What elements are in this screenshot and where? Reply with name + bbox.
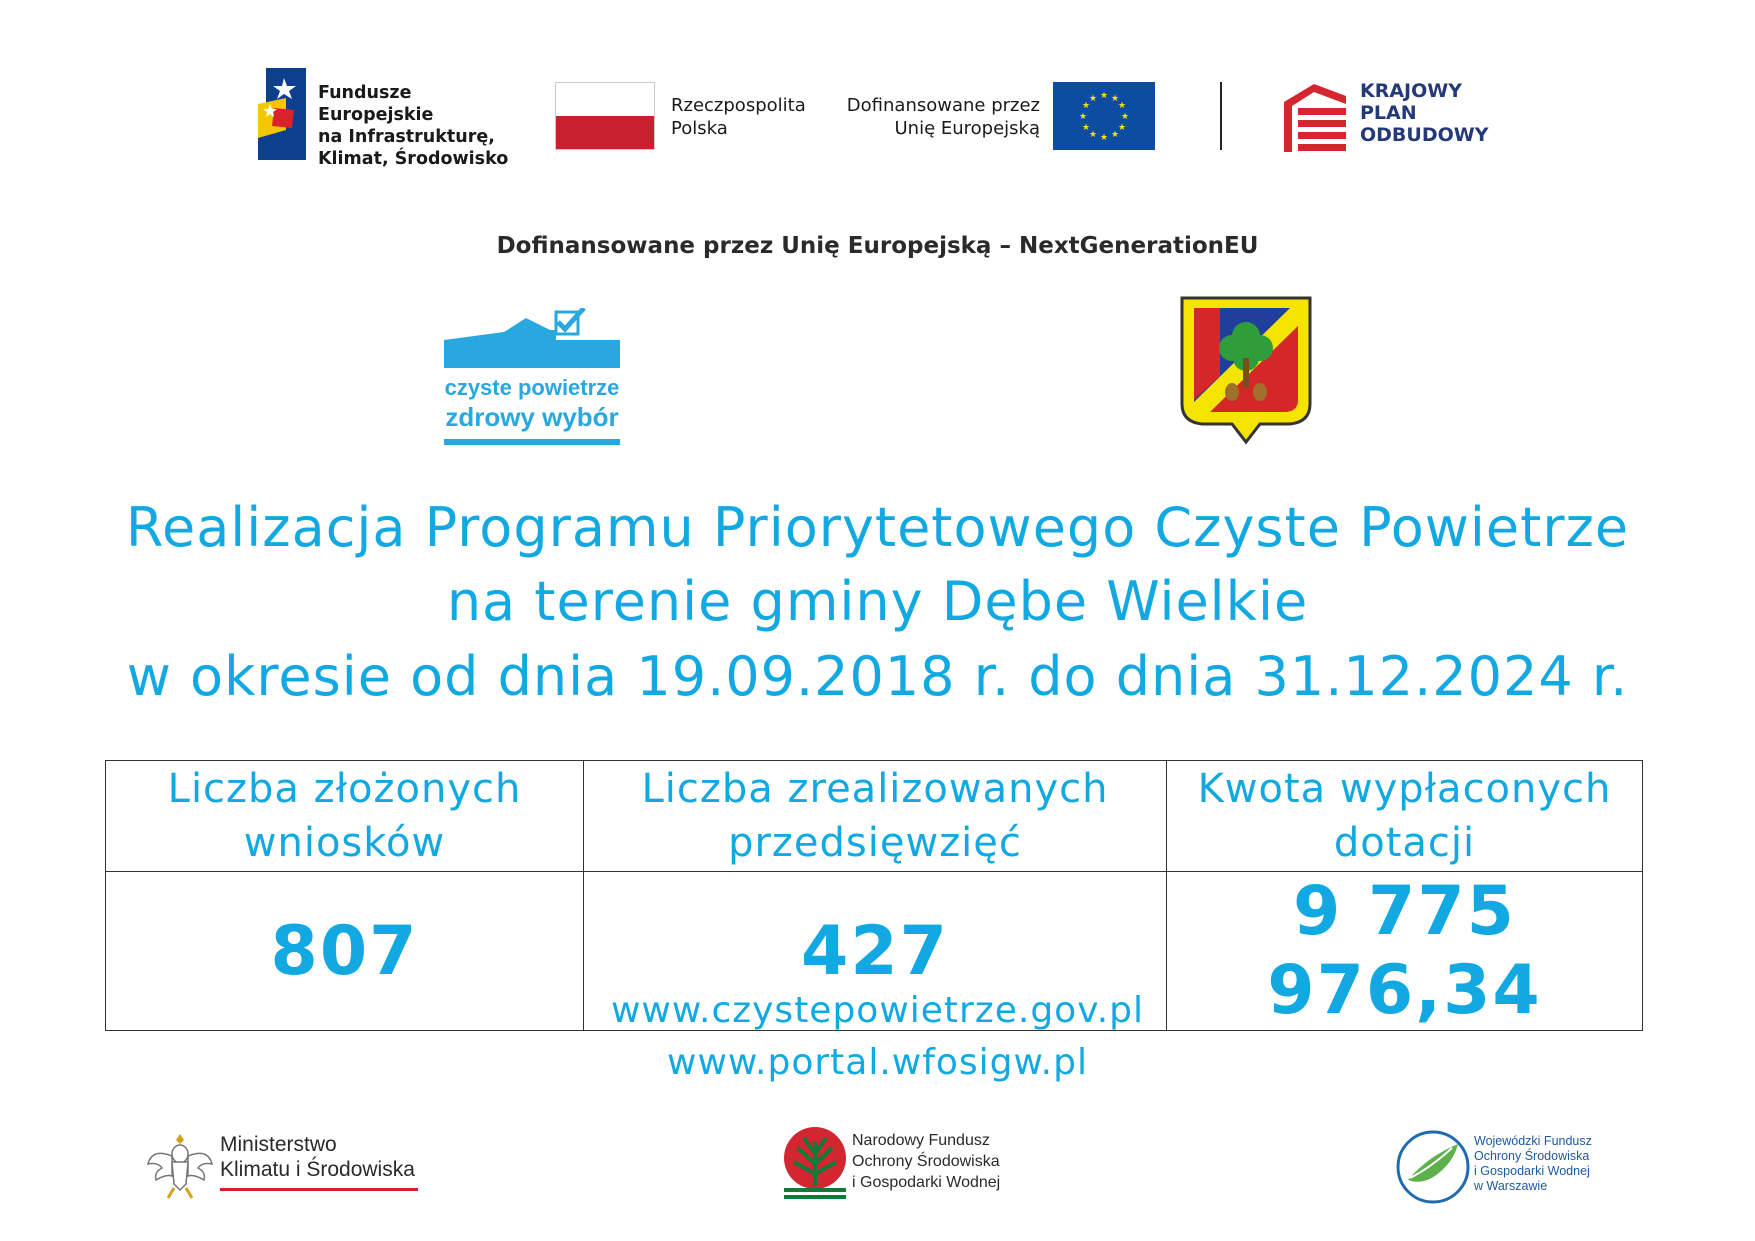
rp-logo-line2: Polska: [671, 118, 728, 139]
rp-logo: [555, 82, 815, 150]
kpo-building-icon: [1284, 82, 1346, 152]
svg-text:★: ★: [1099, 91, 1109, 101]
svg-text:★: ★: [1081, 123, 1091, 133]
funding-note: Dofinansowane przez Unię Europejską – NextGenerationEU: [496, 233, 1259, 259]
url-czyste-powietrze[interactable]: www.czystepowietrze.gov.pl: [610, 990, 1145, 1031]
header-applications-line1: Liczba złożonych: [167, 766, 522, 812]
cp-logo-underline: [444, 439, 620, 445]
eu-flag-icon: [1053, 82, 1155, 150]
header-applications: [106, 761, 584, 872]
nfos-logo-line3: i Gospodarki Wodnej: [852, 1174, 1001, 1191]
eu-logo-line2: Unię Europejską: [894, 118, 1040, 139]
wfos-emblem-icon: [1394, 1128, 1472, 1206]
wfos-logo-line4: w Warszawie: [1474, 1179, 1548, 1193]
svg-text:★: ★: [1110, 94, 1120, 104]
cp-logo-line1: czyste powietrze: [444, 375, 620, 400]
svg-text:★: ★: [1117, 123, 1127, 133]
kpo-logo-line1: KRAJOWY: [1360, 80, 1462, 102]
logo-divider: [1220, 82, 1222, 150]
svg-text:★: ★: [1117, 101, 1127, 111]
stats-header-row: [106, 761, 1643, 872]
kpo-logo: [1284, 80, 1504, 152]
house-check-icon: [444, 308, 620, 368]
rp-logo-line1: Rzeczpospolita: [671, 95, 806, 116]
svg-text:★: ★: [1088, 130, 1098, 140]
mkis-logo: [146, 1128, 436, 1202]
header-applications-line2: wniosków: [243, 820, 446, 866]
svg-text:★: ★: [1088, 94, 1098, 104]
kpo-logo-line3: ODBUDOWY: [1360, 124, 1489, 146]
value-grants: 9 775 976,34: [1167, 872, 1643, 1031]
header-projects: [584, 761, 1167, 872]
eu-logo: [840, 82, 1160, 150]
cp-logo-line2: zdrowy wybór: [445, 402, 619, 432]
nfos-emblem-icon: [782, 1124, 848, 1204]
fe-logo-line3: Klimat, Środowisko: [318, 149, 509, 169]
value-applications: 807: [106, 872, 584, 1031]
eu-logo-line1: Dofinansowane przez: [846, 95, 1040, 116]
svg-text:★: ★: [1120, 112, 1130, 122]
svg-text:★: ★: [1081, 101, 1091, 111]
svg-text:★: ★: [1110, 130, 1120, 140]
wfos-logo-line3: i Gospodarki Wodnej: [1474, 1164, 1590, 1178]
czyste-powietrze-logo: [444, 308, 620, 448]
header-grants-line2: dotacji: [1333, 820, 1476, 866]
poland-flag-icon: [555, 82, 655, 150]
wfos-logo-line1: Wojewódzki Fundusz: [1474, 1134, 1592, 1148]
value-projects: 427: [584, 872, 1167, 1031]
svg-text:★: ★: [1099, 133, 1109, 143]
title-line2: na terenie gminy Dębe Wielkie: [446, 570, 1309, 633]
nfos-logo-line1: Narodowy Fundusz: [852, 1132, 990, 1149]
url-portal-wfosigw[interactable]: www.portal.wfosigw.pl: [667, 1042, 1088, 1083]
title-line3: w okresie od dnia 19.09.2018 r. do dnia 31.12.2024 r.: [126, 645, 1629, 708]
fe-logo: [256, 68, 516, 169]
header-projects-line1: Liczba zrealizowanych: [641, 766, 1109, 812]
mkis-logo-line1: Ministerstwo: [220, 1133, 337, 1156]
header-projects-line2: przedsięwzięć: [728, 820, 1022, 866]
nfos-logo-line2: Ochrony Środowiska: [852, 1153, 1000, 1170]
nfos-logo: [782, 1124, 1012, 1204]
wfos-logo-line2: Ochrony Środowiska: [1474, 1149, 1590, 1163]
fe-logo-line2: na Infrastrukturę,: [318, 127, 495, 147]
kpo-logo-line2: PLAN: [1360, 102, 1417, 124]
header-grants: [1167, 761, 1643, 872]
coat-of-arms-icon: [1180, 296, 1312, 446]
eagle-emblem-icon: [146, 1128, 214, 1200]
svg-text:★: ★: [1078, 112, 1088, 122]
fe-flag-icon: [256, 68, 306, 160]
header-grants-line1: Kwota wypłaconych: [1197, 766, 1612, 812]
mkis-underline: [220, 1188, 418, 1191]
wfos-logo: [1394, 1128, 1634, 1208]
fe-logo-line1: Fundusze Europejskie: [318, 83, 434, 125]
title-line1: Realizacja Programu Priorytetowego Czyste Powietrze: [125, 496, 1630, 559]
mkis-logo-line2: Klimatu i Środowiska: [220, 1158, 415, 1181]
